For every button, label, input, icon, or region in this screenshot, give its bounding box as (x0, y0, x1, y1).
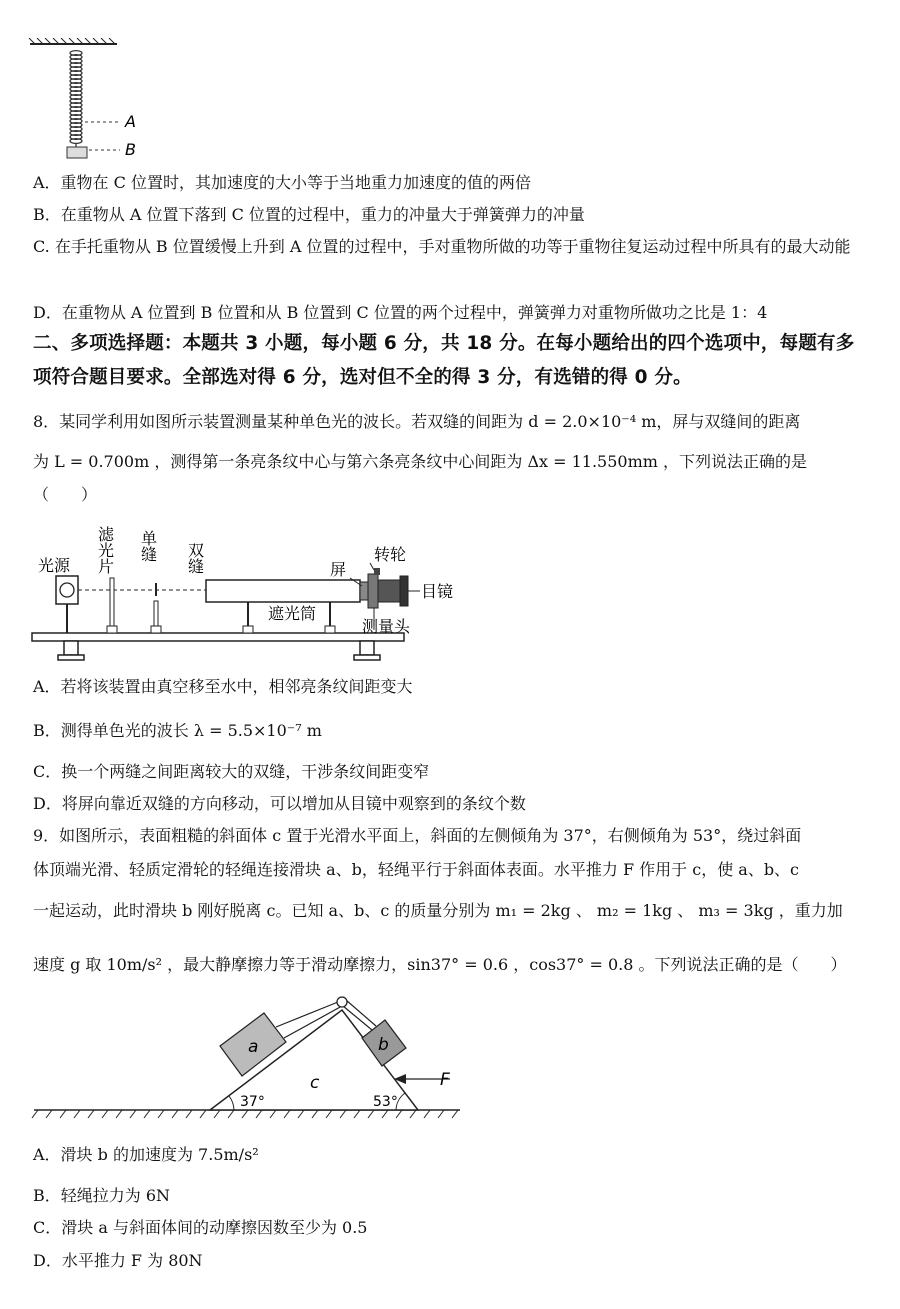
q7-option-b: B．在重物从 A 位置下落到 C 位置的过程中，重力的冲量大于弹簧弹力的冲量 (33, 205, 585, 224)
label-F: F (440, 1070, 450, 1090)
q9-option-b: B．轻绳拉力为 6N (33, 1186, 171, 1205)
label-a: a (248, 1037, 259, 1057)
optical-bench (32, 633, 404, 641)
measuring-head (368, 574, 378, 608)
double-slit-apparatus (28, 508, 468, 670)
label-wheel: 转轮 (374, 545, 407, 564)
label-eyepiece: 目镜 (421, 582, 454, 601)
q9-stem-line3: 一起运动，此时滑块 b 刚好脱离 c。已知 a、b、c 的质量分别为 m₁ = 2kg 、 m₂ = 1kg 、 m₃ = 3kg ，重力加 (33, 901, 843, 920)
q7-option-a: A．重物在 C 位置时，其加速度的大小等于当地重力加速度的值的两倍 (33, 173, 531, 192)
filter-post (110, 578, 114, 633)
q9-option-a: A．滑块 b 的加速度为 7.5m/s² (33, 1145, 259, 1164)
label-double-slit: 双缝 (185, 542, 205, 574)
label-measuring-head: 测量头 (362, 617, 411, 636)
weight-block (67, 147, 87, 158)
label-single-slit: 单缝 (138, 530, 158, 562)
section-2-heading: 二、多项选择题：本题共 3 小题，每小题 6 分，共 18 分。在每小题给出的四个选项中，每题有多项符合题目要求。全部选对得 6 分，选对但不全的得 3 分，有选错的得 0 分。 (33, 333, 855, 388)
label-filter: 滤光片 (95, 526, 115, 574)
label-light-source: 光源 (38, 556, 71, 575)
label-b: b (378, 1035, 389, 1055)
spring-figure (25, 38, 155, 168)
q9-stem-line1: 9．如图所示，表面粗糙的斜面体 c 置于光滑水平面上，斜面的左侧倾角为 37°，右侧倾角为 53°，绕过斜面 (33, 826, 802, 845)
q8-stem-line3: （ ） (33, 485, 98, 504)
q8-option-a: A．若将该装置由真空移至水中，相邻亮条纹间距变大 (33, 677, 413, 696)
label-c: c (310, 1073, 320, 1093)
label-angle-37: 37° (240, 1094, 265, 1110)
q7-option-c: C. 在手托重物从 B 位置缓慢上升到 A 位置的过程中，手对重物所做的功等于重物往复运动过程中所具有的最大动能 (33, 237, 851, 256)
label-angle-53: 53° (373, 1094, 398, 1110)
q8-option-c: C．换一个两缝之间距离较大的双缝，干涉条纹间距变窄 (33, 762, 430, 781)
q8-stem-line2: 为 L = 0.700m ，测得第一条亮条纹中心与第六条亮条纹中心间距为 Δx = 11.550mm ，下列说法正确的是 (33, 452, 808, 471)
q9-stem-line2: 体顶端光滑、轻质定滑轮的轻绳连接滑块 a、b，轻绳平行于斜面体表面。水平推力 F 作用于 c，使 a、b、c (33, 860, 800, 879)
label-B: B (125, 140, 136, 159)
light-source-box (56, 576, 78, 604)
light-shield-tube (206, 580, 360, 602)
pulley (337, 997, 347, 1007)
q9-option-c: C．滑块 a 与斜面体间的动摩擦因数至少为 0.5 (33, 1218, 368, 1237)
label-A: A (125, 112, 136, 131)
q7-option-d: D．在重物从 A 位置到 B 位置和从 B 位置到 C 位置的两个过程中，弹簧弹力对重物所做功之比是 1：4 (33, 303, 768, 322)
q9-option-d: D．水平推力 F 为 80N (33, 1251, 203, 1270)
label-screen: 屏 (330, 560, 347, 579)
q8-option-b: B．测得单色光的波长 λ = 5.5×10⁻⁷ m (33, 721, 322, 740)
q9-stem-line4: 速度 g 取 10m/s² ，最大静摩擦力等于滑动摩擦力，sin37° = 0.6 ，cos37° = 0.8 。下列说法正确的是（ ） (33, 955, 847, 974)
eyepiece (400, 576, 408, 606)
label-tube: 遮光筒 (268, 604, 317, 623)
incline-figure (30, 990, 470, 1130)
q8-option-d: D．将屏向靠近双缝的方向移动，可以增加从目镜中观察到的条纹个数 (33, 794, 526, 813)
q8-stem-line1: 8．某同学利用如图所示装置测量某种单色光的波长。若双缝的间距为 d = 2.0×10⁻⁴ m，屏与双缝间的距离 (33, 412, 801, 431)
